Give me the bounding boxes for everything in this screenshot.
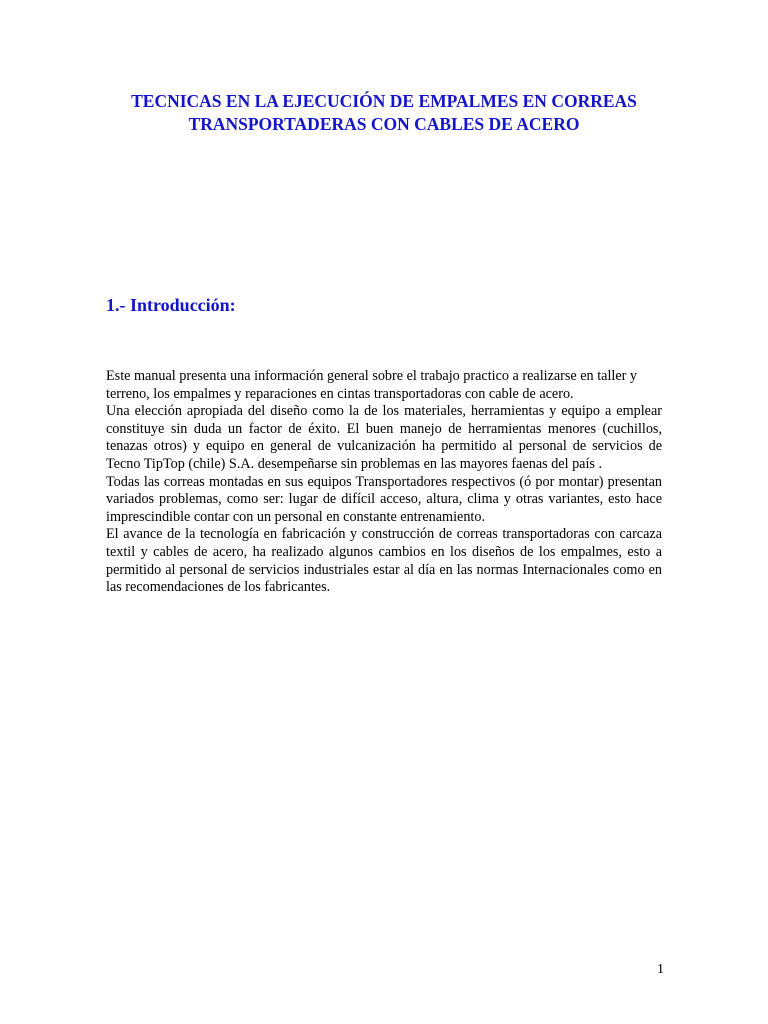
document-title xyxy=(80,90,688,136)
page-number: 1 xyxy=(657,962,664,977)
section-heading: 1.- Introducción: xyxy=(106,295,236,315)
document-title-line-2: TRANSPORTADERAS CON CABLES DE ACERO xyxy=(188,114,580,134)
paragraph-2: Una elección apropiada del diseño como la de los materiales, herramientas y equipo a emplear constituye sin duda un factor de éxito. El buen manejo de herramientas menores (cuchillos, tenazas otros) y equipo en general de vulcanización ha permitido al personal de servicios de Tecno TipTop (chile) S.A. desempeñarse sin problemas en las mayores faenas del país . xyxy=(106,403,662,472)
paragraph-4: El avance de la tecnología en fabricación y construcción de correas transportadoras con carcaza textil y cables de acero, ha realizado algunos cambios en los diseños de los empalmes, esto a permitido al personal de servicios industriales estar al día en las normas Internacionales como en las recomendaciones de los fabricantes. xyxy=(106,526,662,596)
document-title-line-1: TECNICAS EN LA EJECUCIÓN DE EMPALMES EN CORREAS xyxy=(131,91,637,111)
body-text xyxy=(106,368,662,597)
paragraph-1: Este manual presenta una información general sobre el trabajo practico a realizarse en taller y terreno, los empalmes y reparaciones en cintas transportadoras con cable de acero. xyxy=(106,368,637,402)
paragraph-3: Todas las correas montadas en sus equipos Transportadores respectivos (ó por montar) presentan variados problemas, como ser: lugar de difícil acceso, altura, clima y otras variantes, esto hace imprescindible contar con un personal en constante entrenamiento. xyxy=(106,473,662,525)
